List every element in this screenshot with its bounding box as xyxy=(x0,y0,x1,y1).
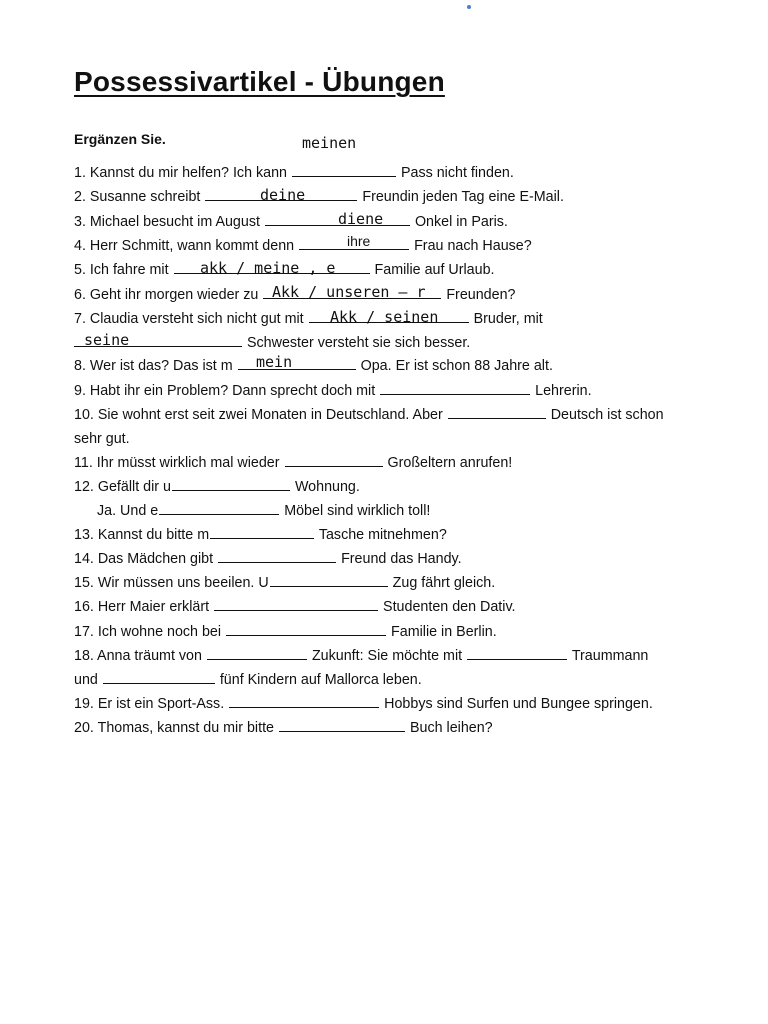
blank-18c[interactable] xyxy=(103,671,215,684)
exercise-7: 7. Claudia versteht sich nicht gut mit Bruder, mit xyxy=(74,311,543,327)
exercise-17: 17. Ich wohne noch bei Familie in Berlin. xyxy=(74,624,497,640)
exercise-20: 20. Thomas, kannst du mir bitte Buch leihen? xyxy=(74,720,493,736)
exercise-13: 13. Kannst du bitte m Tasche mitnehmen? xyxy=(74,527,447,543)
instruction: Ergänzen Sie. xyxy=(74,131,166,147)
exercise-3: 3. Michael besucht im August Onkel in Paris. xyxy=(74,214,508,230)
answer-7: Akk / seinen xyxy=(330,308,439,326)
page-title: Possessivartikel - Übungen xyxy=(74,66,445,97)
blank-3[interactable] xyxy=(265,213,410,226)
answer-5: akk / meine , e xyxy=(200,259,336,277)
exercise-10-cont: sehr gut. xyxy=(74,431,130,447)
blank-6[interactable] xyxy=(263,286,441,299)
exercise-9: 9. Habt ihr ein Problem? Dann sprecht doch mit Lehrerin. xyxy=(74,383,592,399)
exercise-11: 11. Ihr müsst wirklich mal wieder Großeltern anrufen! xyxy=(74,455,513,471)
exercise-8: 8. Wer ist das? Das ist m Opa. Er ist schon 88 Jahre alt. xyxy=(74,358,553,374)
blank-4[interactable] xyxy=(299,237,409,250)
blank-19[interactable] xyxy=(229,695,379,708)
exercise-7-cont: Schwester versteht sie sich besser. xyxy=(74,334,470,352)
blank-15[interactable] xyxy=(270,574,388,587)
exercise-1: 1. Kannst du mir helfen? Ich kann Pass nicht finden. xyxy=(74,165,514,181)
blank-5[interactable] xyxy=(174,261,370,274)
blue-dot-marker xyxy=(467,5,471,9)
exercise-6: 6. Geht ihr morgen wieder zu Freunden? xyxy=(74,287,516,303)
blank-10[interactable] xyxy=(448,406,546,419)
blank-14[interactable] xyxy=(218,550,336,563)
answer-1: meinen xyxy=(302,134,357,152)
blank-18a[interactable] xyxy=(207,647,307,660)
blank-18b[interactable] xyxy=(467,647,567,660)
answer-4: ihre xyxy=(347,233,371,249)
blank-12b[interactable] xyxy=(159,502,279,515)
blank-1[interactable] xyxy=(292,164,396,177)
blank-20[interactable] xyxy=(279,719,405,732)
answer-6: Akk / unseren – r xyxy=(272,283,426,301)
exercise-12: 12. Gefällt dir u Wohnung. xyxy=(74,479,360,495)
exercise-19: 19. Er ist ein Sport-Ass. Hobbys sind Surfen und Bungee springen. xyxy=(74,696,653,712)
answer-2: deine xyxy=(260,186,306,204)
exercise-16: 16. Herr Maier erklärt Studenten den Dativ. xyxy=(74,599,516,615)
answer-3: diene xyxy=(338,210,384,228)
exercise-18: 18. Anna träumt von Zukunft: Sie möchte mit Traummann xyxy=(74,648,649,664)
blank-16[interactable] xyxy=(214,598,378,611)
answer-8: mein xyxy=(256,353,293,371)
exercise-15: 15. Wir müssen uns beeilen. U Zug fährt gleich. xyxy=(74,575,496,591)
blank-9[interactable] xyxy=(380,382,530,395)
blank-7[interactable] xyxy=(309,310,469,323)
exercise-12-cont: Ja. Und e Möbel sind wirklich toll! xyxy=(97,503,431,519)
blank-12[interactable] xyxy=(172,478,290,491)
exercise-5: 5. Ich fahre mit Familie auf Urlaub. xyxy=(74,262,495,278)
blank-13[interactable] xyxy=(210,526,314,539)
exercise-18-cont: und fünf Kindern auf Mallorca leben. xyxy=(74,672,422,688)
blank-17[interactable] xyxy=(226,623,386,636)
exercise-14: 14. Das Mädchen gibt Freund das Handy. xyxy=(74,551,462,567)
exercise-10: 10. Sie wohnt erst seit zwei Monaten in Deutschland. Aber Deutsch ist schon xyxy=(74,407,664,423)
blank-7b[interactable] xyxy=(74,334,242,347)
exercise-4: 4. Herr Schmitt, wann kommt denn Frau nach Hause? xyxy=(74,238,532,254)
blank-11[interactable] xyxy=(285,454,383,467)
blank-2[interactable] xyxy=(205,188,357,201)
exercise-2: 2. Susanne schreibt Freundin jeden Tag eine E-Mail. xyxy=(74,189,564,205)
blank-8[interactable] xyxy=(238,357,356,370)
answer-7b: seine xyxy=(84,331,130,349)
